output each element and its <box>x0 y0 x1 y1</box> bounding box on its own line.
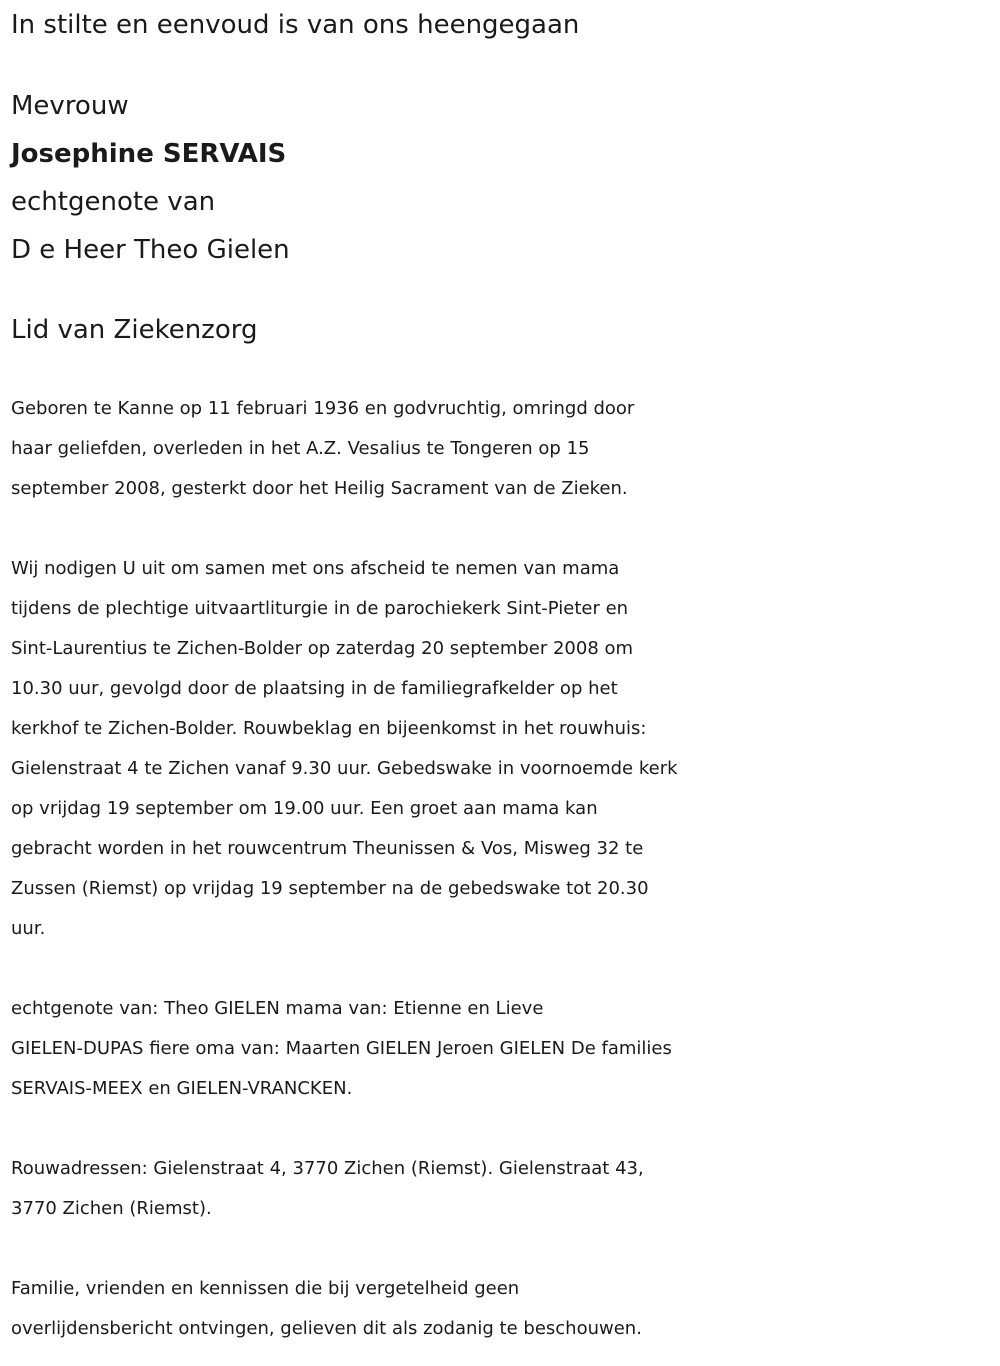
paragraph-line: op vrijdag 19 september om 19.00 uur. Een groet aan mama kan <box>11 798 598 819</box>
paragraph-line: Rouwadressen: Gielenstraat 4, 3770 Zichen (Riemst). Gielenstraat 43, <box>11 1158 644 1179</box>
spouse-label: echtgenote van <box>11 187 216 217</box>
paragraph-line: Familie, vrienden en kennissen die bij vergetelheid geen <box>11 1278 520 1299</box>
paragraph-line: Sint-Laurentius te Zichen-Bolder op zaterdag 20 september 2008 om <box>11 638 634 659</box>
paragraph-line: haar geliefden, overleden in het A.Z. Vesalius te Tongeren op 15 <box>11 438 590 459</box>
family-paragraph <box>11 989 996 1109</box>
deceased-name: Josephine SERVAIS <box>11 139 287 169</box>
paragraph-line: september 2008, gesterkt door het Heilig Sacrament van de Zieken. <box>11 478 628 499</box>
salutation: Mevrouw <box>11 91 129 121</box>
birth-death-paragraph <box>11 389 996 509</box>
paragraph-line: SERVAIS-MEEX en GIELEN-VRANCKEN. <box>11 1078 353 1099</box>
paragraph-line: 3770 Zichen (Riemst). <box>11 1198 212 1219</box>
paragraph-line: kerkhof te Zichen-Bolder. Rouwbeklag en bijeenkomst in het rouwhuis: <box>11 718 647 739</box>
paragraph-line: Geboren te Kanne op 11 februari 1936 en godvruchtig, omringd door <box>11 398 635 419</box>
paragraph-line: uur. <box>11 918 46 939</box>
paragraph-line: tijdens de plechtige uitvaartliturgie in de parochiekerk Sint-Pieter en <box>11 598 629 619</box>
paragraph-line: GIELEN-DUPAS fiere oma van: Maarten GIELEN Jeroen GIELEN De families <box>11 1038 672 1059</box>
intro-text: In stilte en eenvoud is van ons heengegaan <box>11 10 580 40</box>
paragraph-line: echtgenote van: Theo GIELEN mama van: Etienne en Lieve <box>11 998 544 1019</box>
paragraph-line: Zussen (Riemst) op vrijdag 19 september na de gebedswake tot 20.30 <box>11 878 649 899</box>
paragraph-line: overlijdensbericht ontvingen, gelieven dit als zodanig te beschouwen. <box>11 1318 642 1339</box>
spouse-name: D e Heer Theo Gielen <box>11 235 290 265</box>
funeral-paragraph <box>11 549 996 949</box>
paragraph-line: Wij nodigen U uit om samen met ons afscheid te nemen van mama <box>11 558 620 579</box>
membership: Lid van Ziekenzorg <box>11 315 258 345</box>
paragraph-line: 10.30 uur, gevolgd door de plaatsing in de familiegrafkelder op het <box>11 678 618 699</box>
closing-paragraph <box>11 1269 996 1349</box>
paragraph-line: Gielenstraat 4 te Zichen vanaf 9.30 uur. Gebedswake in voornoemde kerk <box>11 758 678 779</box>
paragraph-line: gebracht worden in het rouwcentrum Theunissen & Vos, Misweg 32 te <box>11 838 644 859</box>
addresses-paragraph <box>11 1149 996 1229</box>
